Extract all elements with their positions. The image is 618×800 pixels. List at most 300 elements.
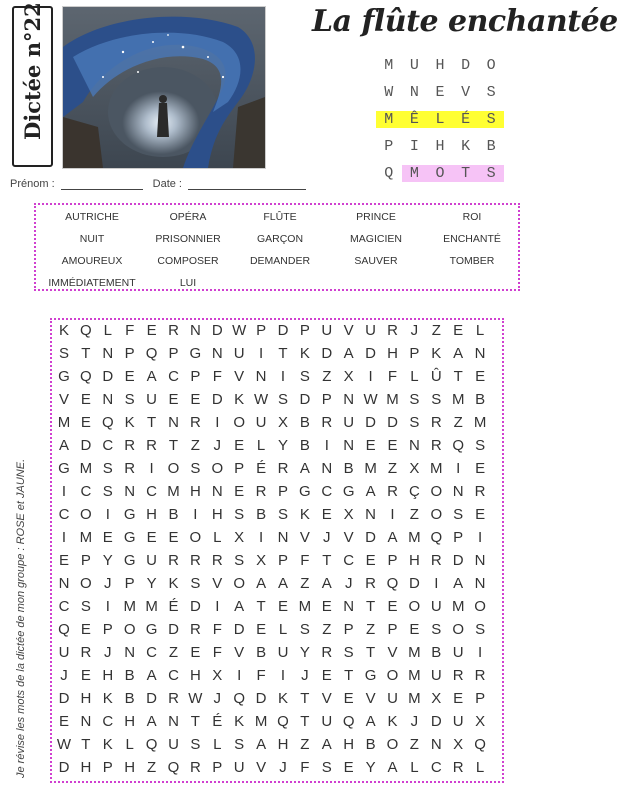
grid-letter[interactable]: G xyxy=(189,345,202,362)
grid-letter[interactable]: S xyxy=(277,506,288,523)
grid-letter[interactable]: E xyxy=(453,322,464,339)
grid-letter[interactable]: Q xyxy=(80,322,92,339)
grid-letter[interactable]: N xyxy=(255,368,267,385)
grid-letter[interactable]: G xyxy=(364,667,377,684)
grid-letter[interactable]: N xyxy=(452,483,464,500)
grid-letter[interactable]: T xyxy=(190,713,200,730)
grid-letter[interactable]: A xyxy=(146,368,157,385)
grid-letter[interactable]: C xyxy=(321,483,333,500)
grid-letter[interactable]: I xyxy=(280,667,286,684)
grid-letter[interactable]: G xyxy=(123,529,136,546)
grid-letter[interactable]: P xyxy=(80,552,91,569)
grid-letter[interactable]: E xyxy=(234,437,245,454)
grid-letter[interactable]: C xyxy=(58,506,70,523)
grid-letter[interactable]: E xyxy=(343,690,354,707)
grid-letter[interactable]: Q xyxy=(145,736,158,753)
grid-letter[interactable]: T xyxy=(322,552,332,569)
grid-letter[interactable]: O xyxy=(80,575,92,592)
grid-letter[interactable]: J xyxy=(323,529,331,546)
grid-letter[interactable]: N xyxy=(343,437,355,454)
grid-letter[interactable]: D xyxy=(365,529,377,546)
grid-letter[interactable]: A xyxy=(453,575,464,592)
grid-letter[interactable]: W xyxy=(254,391,269,408)
grid-letter[interactable]: U xyxy=(387,690,398,707)
grid-letter[interactable]: F xyxy=(300,552,310,569)
grid-letter[interactable]: E xyxy=(475,460,486,477)
grid-letter[interactable]: H xyxy=(343,736,355,753)
grid-letter[interactable]: R xyxy=(452,667,464,684)
grid-letter[interactable]: A xyxy=(58,437,69,454)
grid-letter[interactable]: Ç xyxy=(408,483,420,500)
grid-letter[interactable]: A xyxy=(343,345,354,362)
grid-letter[interactable]: N xyxy=(58,575,70,592)
grid-letter[interactable]: Z xyxy=(322,368,332,385)
grid-letter[interactable]: S xyxy=(234,506,245,523)
grid-letter[interactable]: G xyxy=(58,368,70,385)
grid-letter[interactable]: R xyxy=(321,414,333,431)
grid-letter[interactable]: I xyxy=(61,529,67,546)
grid-letter[interactable]: F xyxy=(125,322,135,339)
grid-letter[interactable]: Q xyxy=(277,713,289,730)
grid-letter[interactable]: E xyxy=(365,552,376,569)
grid-letter[interactable]: A xyxy=(256,575,267,592)
grid-letter[interactable]: P xyxy=(190,368,201,385)
grid-letter[interactable]: T xyxy=(168,437,179,454)
grid-letter[interactable]: X xyxy=(409,460,420,477)
grid-letter[interactable]: U xyxy=(452,713,464,730)
grid-letter[interactable]: B xyxy=(343,460,354,477)
grid-letter[interactable]: P xyxy=(102,621,113,638)
grid-letter[interactable]: S xyxy=(453,506,464,523)
grid-letter[interactable]: K xyxy=(234,713,245,730)
grid-letter[interactable]: O xyxy=(430,506,443,523)
grid-letter[interactable]: G xyxy=(342,483,355,500)
grid-letter[interactable]: O xyxy=(233,414,246,431)
grid-letter[interactable]: G xyxy=(123,552,136,569)
grid-letter[interactable]: H xyxy=(189,667,201,684)
grid-letter[interactable]: S xyxy=(190,460,201,477)
grid-letter[interactable]: S xyxy=(475,621,486,638)
grid-letter[interactable]: X xyxy=(343,506,354,523)
grid-letter[interactable]: R xyxy=(255,483,267,500)
grid-letter[interactable]: Q xyxy=(167,759,180,776)
grid-letter[interactable]: K xyxy=(102,736,113,753)
grid-letter[interactable]: M xyxy=(408,644,421,661)
grid-letter[interactable]: I xyxy=(193,506,198,523)
grid-letter[interactable]: R xyxy=(387,322,398,339)
grid-letter[interactable]: Y xyxy=(146,575,157,592)
grid-letter[interactable]: J xyxy=(344,575,353,592)
grid-letter[interactable]: S xyxy=(431,391,442,408)
grid-letter[interactable]: J xyxy=(213,437,222,454)
grid-letter[interactable]: R xyxy=(430,414,442,431)
grid-letter[interactable]: H xyxy=(408,552,420,569)
grid-letter[interactable]: S xyxy=(409,391,420,408)
grid-letter[interactable]: U xyxy=(365,322,377,339)
grid-letter[interactable]: V xyxy=(299,529,310,546)
grid-letter[interactable]: D xyxy=(80,437,92,454)
grid-letter[interactable]: I xyxy=(105,506,110,523)
grid-letter[interactable]: I xyxy=(368,368,373,385)
grid-letter[interactable]: Z xyxy=(453,414,463,431)
grid-letter[interactable]: S xyxy=(299,621,310,638)
grid-letter[interactable]: T xyxy=(366,598,376,615)
grid-letter[interactable]: M xyxy=(145,598,158,615)
grid-letter[interactable]: A xyxy=(146,667,157,684)
grid-letter[interactable]: S xyxy=(102,460,113,477)
grid-letter[interactable]: D xyxy=(387,414,398,431)
grid-letter[interactable]: M xyxy=(79,529,93,546)
grid-letter[interactable]: M xyxy=(364,460,377,477)
grid-letter[interactable]: P xyxy=(343,621,354,638)
grid-letter[interactable]: P xyxy=(299,322,310,339)
grid-letter[interactable]: D xyxy=(452,552,464,569)
grid-letter[interactable]: X xyxy=(431,690,442,707)
grid-letter[interactable]: S xyxy=(102,483,113,500)
grid-letter[interactable]: H xyxy=(80,759,92,776)
grid-letter[interactable]: P xyxy=(212,759,223,776)
grid-letter[interactable]: M xyxy=(451,598,465,615)
grid-letter[interactable]: P xyxy=(387,552,398,569)
grid-letter[interactable]: S xyxy=(343,644,354,661)
grid-letter[interactable]: H xyxy=(211,506,223,523)
grid-letter[interactable]: M xyxy=(430,460,443,477)
grid-letter[interactable]: E xyxy=(168,391,179,408)
grid-letter[interactable]: J xyxy=(301,667,309,684)
grid-letter[interactable]: S xyxy=(475,437,486,454)
grid-letter[interactable]: F xyxy=(212,368,222,385)
grid-letter[interactable]: H xyxy=(189,483,201,500)
grid-letter[interactable]: W xyxy=(232,322,247,339)
grid-letter[interactable]: S xyxy=(277,391,288,408)
grid-letter[interactable]: H xyxy=(124,713,136,730)
grid-letter[interactable]: K xyxy=(431,345,442,362)
grid-letter[interactable]: Z xyxy=(409,736,419,753)
grid-letter[interactable]: É xyxy=(168,598,179,615)
grid-letter[interactable]: U xyxy=(321,713,333,730)
grid-letter[interactable]: A xyxy=(387,759,398,776)
grid-letter[interactable]: E xyxy=(168,529,179,546)
grid-letter[interactable]: P xyxy=(277,483,288,500)
grid-letter[interactable]: J xyxy=(410,713,419,730)
grid-letter[interactable]: U xyxy=(343,414,355,431)
grid-letter[interactable]: I xyxy=(215,598,220,615)
grid-letter[interactable]: J xyxy=(279,759,287,776)
grid-letter[interactable]: A xyxy=(453,345,464,362)
grid-letter[interactable]: Z xyxy=(387,460,398,477)
grid-letter[interactable]: R xyxy=(189,759,201,776)
grid-letter[interactable]: Y xyxy=(277,437,288,454)
grid-letter[interactable]: É xyxy=(212,713,223,730)
grid-letter[interactable]: L xyxy=(213,529,222,546)
grid-letter[interactable]: O xyxy=(386,667,399,684)
grid-letter[interactable]: M xyxy=(473,414,487,431)
grid-letter[interactable]: K xyxy=(277,690,288,707)
grid-letter[interactable]: E xyxy=(124,368,135,385)
grid-letter[interactable]: I xyxy=(259,529,264,546)
grid-letter[interactable]: P xyxy=(124,575,135,592)
grid-letter[interactable]: D xyxy=(146,690,158,707)
grid-letter[interactable]: N xyxy=(343,598,355,615)
grid-letter[interactable]: F xyxy=(212,644,222,661)
grid-letter[interactable]: J xyxy=(104,575,112,592)
grid-letter[interactable]: X xyxy=(343,368,354,385)
grid-letter[interactable]: E xyxy=(80,621,91,638)
grid-letter[interactable]: N xyxy=(102,391,114,408)
grid-letter[interactable]: B xyxy=(365,736,376,753)
grid-letter[interactable]: R xyxy=(211,552,223,569)
grid-letter[interactable]: T xyxy=(366,644,376,661)
grid-letter[interactable]: V xyxy=(387,644,398,661)
grid-letter[interactable]: Z xyxy=(431,322,441,339)
grid-letter[interactable]: L xyxy=(475,759,485,776)
grid-letter[interactable]: O xyxy=(452,621,465,638)
grid-letter[interactable]: K xyxy=(387,713,398,730)
grid-letter[interactable]: S xyxy=(80,598,91,615)
grid-letter[interactable]: L xyxy=(410,368,419,385)
grid-letter[interactable]: Z xyxy=(300,736,310,753)
grid-letter[interactable]: E xyxy=(58,713,69,730)
grid-letter[interactable]: S xyxy=(299,368,310,385)
grid-letter[interactable]: S xyxy=(124,391,135,408)
grid-letter[interactable]: Z xyxy=(409,506,419,523)
grid-letter[interactable]: B xyxy=(299,414,310,431)
grid-letter[interactable]: A xyxy=(321,575,332,592)
grid-letter[interactable]: Q xyxy=(145,345,158,362)
grid-letter[interactable]: R xyxy=(387,483,398,500)
grid-letter[interactable]: N xyxy=(430,736,442,753)
grid-letter[interactable]: E xyxy=(475,368,486,385)
grid-letter[interactable]: S xyxy=(234,736,245,753)
grid-letter[interactable]: U xyxy=(255,414,267,431)
grid-letter[interactable]: P xyxy=(321,391,332,408)
grid-letter[interactable]: E xyxy=(146,322,157,339)
grid-letter[interactable]: B xyxy=(168,506,179,523)
grid-letter[interactable]: M xyxy=(57,414,71,431)
grid-letter[interactable]: Q xyxy=(58,621,70,638)
grid-letter[interactable]: B xyxy=(124,690,135,707)
grid-letter[interactable]: O xyxy=(80,506,92,523)
grid-letter[interactable]: D xyxy=(321,345,333,362)
grid-letter[interactable]: L xyxy=(256,437,266,454)
grid-letter[interactable]: T xyxy=(81,736,91,753)
grid-letter[interactable]: N xyxy=(168,414,179,431)
grid-letter[interactable]: Y xyxy=(365,759,376,776)
grid-letter[interactable]: Y xyxy=(102,552,113,569)
grid-letter[interactable]: H xyxy=(277,736,289,753)
grid-letter[interactable]: U xyxy=(146,391,158,408)
grid-letter[interactable]: F xyxy=(300,759,310,776)
grid-letter[interactable]: D xyxy=(168,621,179,638)
grid-letter[interactable]: R xyxy=(189,621,201,638)
grid-letter[interactable]: B xyxy=(256,506,267,523)
grid-letter[interactable]: E xyxy=(80,667,91,684)
grid-letter[interactable]: T xyxy=(147,414,157,431)
grid-letter[interactable]: D xyxy=(408,575,420,592)
grid-letter[interactable]: D xyxy=(189,598,201,615)
grid-letter[interactable]: T xyxy=(453,368,463,385)
grid-letter[interactable]: C xyxy=(146,483,158,500)
grid-letter[interactable]: U xyxy=(168,736,179,753)
grid-letter[interactable]: C xyxy=(146,644,158,661)
grid-letter[interactable]: O xyxy=(189,529,202,546)
grid-letter[interactable]: R xyxy=(168,690,179,707)
grid-letter[interactable]: D xyxy=(277,322,289,339)
grid-letter[interactable]: N xyxy=(365,506,377,523)
grid-letter[interactable]: H xyxy=(80,690,92,707)
grid-letter[interactable]: Y xyxy=(299,644,310,661)
grid-letter[interactable]: U xyxy=(233,345,245,362)
grid-letter[interactable]: I xyxy=(324,437,329,454)
grid-letter[interactable]: I xyxy=(105,598,110,615)
grid-letter[interactable]: A xyxy=(365,483,376,500)
grid-letter[interactable]: C xyxy=(102,713,114,730)
grid-letter[interactable]: K xyxy=(234,391,245,408)
grid-letter[interactable]: R xyxy=(430,552,442,569)
grid-letter[interactable]: Z xyxy=(300,575,310,592)
grid-letter[interactable]: T xyxy=(300,690,310,707)
grid-letter[interactable]: Û xyxy=(430,368,442,385)
grid-letter[interactable]: E xyxy=(475,506,486,523)
grid-letter[interactable]: I xyxy=(215,414,220,431)
grid-letter[interactable]: Q xyxy=(474,736,486,753)
grid-letter[interactable]: A xyxy=(234,598,245,615)
grid-letter[interactable]: E xyxy=(387,437,398,454)
grid-letter[interactable]: A xyxy=(387,529,398,546)
grid-letter[interactable]: I xyxy=(149,460,154,477)
grid-letter[interactable]: D xyxy=(102,368,114,385)
grid-letter[interactable]: É xyxy=(256,460,267,477)
grid-letter[interactable]: M xyxy=(123,598,136,615)
grid-letter[interactable]: M xyxy=(408,690,421,707)
grid-letter[interactable]: N xyxy=(321,460,333,477)
grid-letter[interactable]: A xyxy=(256,736,267,753)
grid-letter[interactable]: J xyxy=(60,667,68,684)
grid-letter[interactable]: E xyxy=(80,391,91,408)
grid-letter[interactable]: P xyxy=(387,621,398,638)
grid-letter[interactable]: Z xyxy=(322,621,332,638)
grid-letter[interactable]: K xyxy=(299,345,310,362)
grid-letter[interactable]: F xyxy=(212,621,222,638)
grid-letter[interactable]: N xyxy=(474,345,486,362)
firstname-blank[interactable] xyxy=(61,179,143,190)
grid-letter[interactable]: Q xyxy=(430,529,443,546)
grid-letter[interactable]: K xyxy=(168,575,179,592)
grid-letter[interactable]: T xyxy=(256,598,266,615)
grid-letter[interactable]: Z xyxy=(168,644,179,661)
grid-letter[interactable]: D xyxy=(211,391,223,408)
grid-letter[interactable]: R xyxy=(277,460,289,477)
grid-letter[interactable]: W xyxy=(188,690,203,707)
grid-letter[interactable]: U xyxy=(277,644,289,661)
grid-letter[interactable]: E xyxy=(234,483,245,500)
grid-letter[interactable]: K xyxy=(124,414,135,431)
grid-letter[interactable]: O xyxy=(408,598,421,615)
grid-letter[interactable]: L xyxy=(410,759,419,776)
grid-letter[interactable]: R xyxy=(80,644,92,661)
grid-letter[interactable]: X xyxy=(453,736,464,753)
grid-letter[interactable]: R xyxy=(189,414,201,431)
grid-letter[interactable]: Z xyxy=(147,759,157,776)
grid-letter[interactable]: K xyxy=(58,322,69,339)
grid-letter[interactable]: N xyxy=(211,483,223,500)
grid-letter[interactable]: E xyxy=(102,529,113,546)
grid-letter[interactable]: S xyxy=(234,552,245,569)
grid-letter[interactable]: L xyxy=(278,621,288,638)
grid-letter[interactable]: U xyxy=(430,598,442,615)
grid-letter[interactable]: O xyxy=(211,460,224,477)
grid-letter[interactable]: P xyxy=(409,345,420,362)
grid-letter[interactable]: E xyxy=(146,529,157,546)
grid-letter[interactable]: E xyxy=(321,598,332,615)
grid-letter[interactable]: S xyxy=(190,575,201,592)
grid-letter[interactable]: R xyxy=(168,552,179,569)
grid-letter[interactable]: P xyxy=(124,345,135,362)
grid-letter[interactable]: K xyxy=(102,690,113,707)
grid-letter[interactable]: L xyxy=(475,322,485,339)
grid-letter[interactable]: N xyxy=(211,345,223,362)
grid-letter[interactable]: A xyxy=(365,713,376,730)
grid-letter[interactable]: E xyxy=(190,391,201,408)
grid-letter[interactable]: M xyxy=(254,713,268,730)
grid-letter[interactable]: C xyxy=(80,483,92,500)
grid-letter[interactable]: D xyxy=(58,759,70,776)
grid-letter[interactable]: E xyxy=(80,414,91,431)
grid-letter[interactable]: Z xyxy=(366,621,376,638)
grid-letter[interactable]: E xyxy=(321,667,332,684)
grid-letter[interactable]: D xyxy=(58,690,70,707)
grid-letter[interactable]: Q xyxy=(80,368,92,385)
grid-letter[interactable]: I xyxy=(237,667,242,684)
grid-letter[interactable]: J xyxy=(104,644,112,661)
grid-letter[interactable]: E xyxy=(58,552,69,569)
grid-letter[interactable]: L xyxy=(125,736,134,753)
grid-letter[interactable]: J xyxy=(410,322,419,339)
grid-letter[interactable]: D xyxy=(211,322,223,339)
grid-letter[interactable]: L xyxy=(213,736,222,753)
grid-letter[interactable]: H xyxy=(102,667,114,684)
grid-letter[interactable]: U xyxy=(146,552,158,569)
grid-letter[interactable]: R xyxy=(474,667,486,684)
grid-letter[interactable]: W xyxy=(363,391,378,408)
grid-letter[interactable]: T xyxy=(344,667,354,684)
grid-letter[interactable]: E xyxy=(343,759,354,776)
grid-letter[interactable]: R xyxy=(365,575,377,592)
grid-letter[interactable]: M xyxy=(167,483,180,500)
grid-letter[interactable]: E xyxy=(190,644,201,661)
grid-letter[interactable]: X xyxy=(234,529,245,546)
grid-letter[interactable]: P xyxy=(234,460,245,477)
grid-letter[interactable]: M xyxy=(386,391,399,408)
grid-letter[interactable]: E xyxy=(387,598,398,615)
grid-letter[interactable]: R xyxy=(452,759,464,776)
grid-letter[interactable]: P xyxy=(168,345,179,362)
grid-letter[interactable]: S xyxy=(431,621,442,638)
grid-letter[interactable]: M xyxy=(79,460,93,477)
grid-letter[interactable]: T xyxy=(278,345,288,362)
grid-letter[interactable]: V xyxy=(212,575,223,592)
grid-letter[interactable]: H xyxy=(124,759,136,776)
grid-letter[interactable]: A xyxy=(321,736,332,753)
grid-letter[interactable]: B xyxy=(431,644,442,661)
grid-letter[interactable]: B xyxy=(299,437,310,454)
grid-letter[interactable]: P xyxy=(102,759,113,776)
grid-letter[interactable]: U xyxy=(452,644,464,661)
grid-letter[interactable]: E xyxy=(321,506,332,523)
grid-letter[interactable]: D xyxy=(233,621,245,638)
grid-letter[interactable]: R xyxy=(474,483,486,500)
grid-letter[interactable]: A xyxy=(146,713,157,730)
